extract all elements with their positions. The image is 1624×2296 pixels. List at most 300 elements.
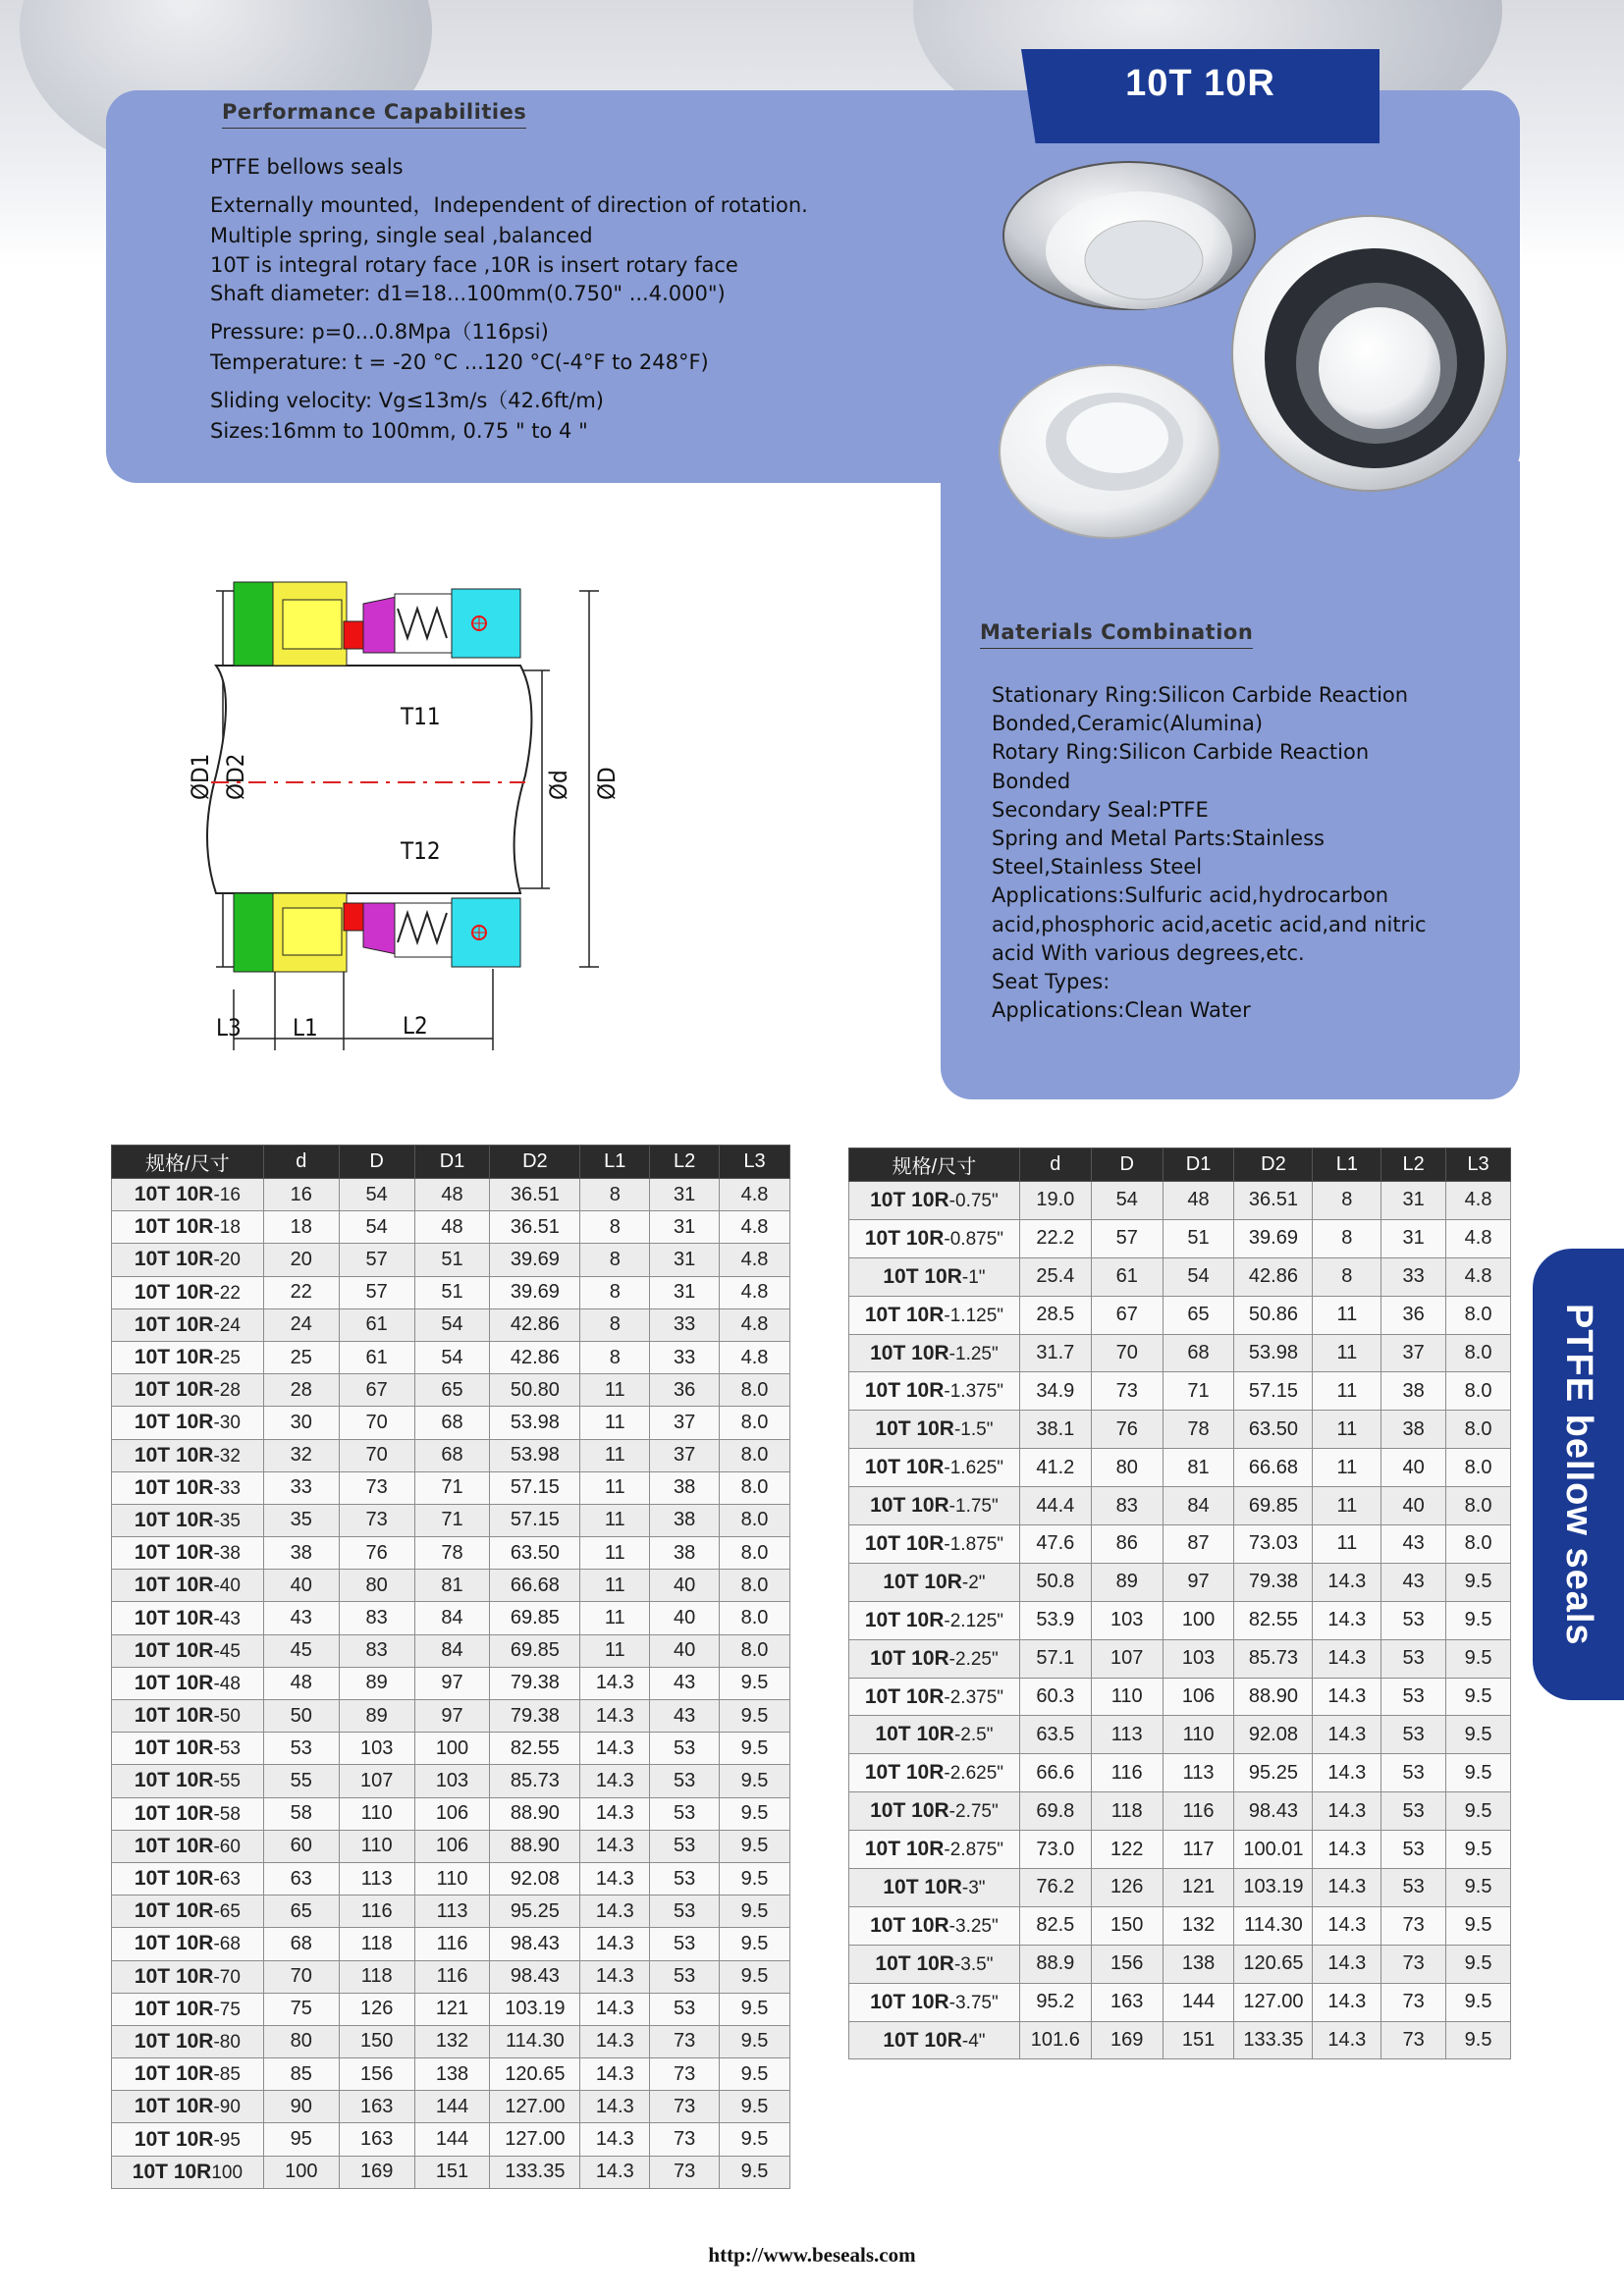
table-row <box>849 1869 1511 1907</box>
table-cell: 57 <box>339 1244 414 1276</box>
table-cell: 95.25 <box>1234 1754 1313 1792</box>
table-row <box>849 1792 1511 1831</box>
table-cell: 126 <box>339 1993 414 2025</box>
table-cell: 169 <box>1091 2021 1163 2059</box>
spec-cell <box>112 1211 264 1244</box>
table-cell: 73.0 <box>1019 1831 1091 1869</box>
table-cell: 8 <box>1313 1219 1381 1257</box>
table-row <box>112 1308 790 1341</box>
table-cell: 45 <box>263 1634 339 1667</box>
table-cell: 86 <box>1091 1525 1163 1564</box>
table-row <box>849 1334 1511 1372</box>
table-row <box>849 2021 1511 2059</box>
table-cell: 83 <box>1091 1487 1163 1525</box>
size-suffix: -60 <box>213 1836 241 1857</box>
table-cell: 113 <box>1163 1754 1234 1792</box>
table-cell: 9.5 <box>1446 1754 1511 1792</box>
table-cell: 14.3 <box>1313 1639 1381 1678</box>
materials-line: Secondary Seal:PTFE <box>992 797 1209 822</box>
table-cell: 82.5 <box>1019 1906 1091 1945</box>
performance-line: Externally mounted，Independent of direction of rotation. <box>210 193 808 217</box>
inch-size-table <box>848 1148 1511 2059</box>
spec-cell <box>112 1993 264 2025</box>
spec-cell <box>849 1219 1020 1257</box>
table-row <box>112 1407 790 1439</box>
spec-cell <box>112 1179 264 1211</box>
table-cell: 51 <box>1163 1219 1234 1257</box>
spec-cell <box>849 1411 1020 1449</box>
spec-cell <box>112 1896 264 1928</box>
table-cell: 63.50 <box>1234 1411 1313 1449</box>
table-cell: 14.3 <box>580 1700 650 1733</box>
table-cell: 61 <box>339 1341 414 1373</box>
table-cell: 88.90 <box>490 1830 580 1862</box>
spec-cell <box>849 1257 1020 1296</box>
table-cell: 50.80 <box>490 1374 580 1407</box>
model-name: 10T 10R <box>870 1799 949 1823</box>
table-cell: 132 <box>1163 1906 1234 1945</box>
table-cell: 98.43 <box>490 1928 580 1960</box>
table-cell: 95.25 <box>490 1896 580 1928</box>
spec-cell <box>849 1182 1020 1220</box>
table-cell: 11 <box>1313 1296 1381 1334</box>
table-cell: 31 <box>1381 1182 1446 1220</box>
table-row <box>849 1716 1511 1754</box>
spec-cell <box>112 1634 264 1667</box>
column-header: D <box>1091 1148 1163 1182</box>
model-name: 10T 10R <box>870 1341 949 1364</box>
table-cell: 8.0 <box>1446 1372 1511 1411</box>
model-name: 10T 10R <box>134 1508 214 1531</box>
table-cell: 118 <box>1091 1792 1163 1831</box>
table-cell: 30 <box>263 1407 339 1439</box>
table-cell: 169 <box>339 2156 414 2188</box>
table-row <box>849 1257 1511 1296</box>
table-cell: 39.69 <box>490 1244 580 1276</box>
table-cell: 63.50 <box>490 1537 580 1570</box>
table-cell: 120.65 <box>490 2058 580 2091</box>
table-cell: 71 <box>414 1471 490 1504</box>
table-cell: 14.3 <box>1313 1601 1381 1639</box>
model-name: 10T 10R <box>134 1704 214 1728</box>
size-suffix: -75 <box>213 1999 241 2020</box>
table-row <box>849 1296 1511 1334</box>
table-row <box>112 1179 790 1211</box>
table-cell: 63.5 <box>1019 1716 1091 1754</box>
table-cell: 39.69 <box>490 1276 580 1308</box>
table-row <box>112 2058 790 2091</box>
table-cell: 51 <box>414 1244 490 1276</box>
table-cell: 78 <box>1163 1411 1234 1449</box>
model-name: 10T 10R <box>134 1541 214 1565</box>
table-cell: 151 <box>414 2156 490 2188</box>
spec-cell <box>112 1244 264 1276</box>
size-suffix: -2.375" <box>944 1686 1004 1708</box>
model-name: 10T 10R <box>134 2127 214 2151</box>
table-row <box>112 1374 790 1407</box>
side-tab-label: PTFE bellow seals <box>1558 1303 1599 1646</box>
table-cell: 4.8 <box>720 1341 790 1373</box>
table-cell: 53 <box>650 1993 720 2025</box>
spec-cell <box>112 1570 264 1602</box>
table-cell: 31 <box>1381 1219 1446 1257</box>
column-header: L1 <box>1313 1148 1381 1182</box>
table-cell: 110 <box>1163 1716 1234 1754</box>
table-cell: 14.3 <box>580 2058 650 2091</box>
table-cell: 98.43 <box>490 1960 580 1993</box>
size-suffix: -70 <box>213 1966 241 1988</box>
size-suffix: -38 <box>213 1543 241 1565</box>
table-cell: 163 <box>339 2091 414 2123</box>
table-cell: 68 <box>263 1928 339 1960</box>
table-cell: 8.0 <box>720 1634 790 1667</box>
table-cell: 117 <box>1163 1831 1234 1869</box>
product-photo <box>992 147 1522 569</box>
table-cell: 84 <box>414 1602 490 1634</box>
table-cell: 92.08 <box>1234 1716 1313 1754</box>
table-cell: 88.9 <box>1019 1945 1091 1983</box>
table-cell: 113 <box>339 1862 414 1895</box>
model-name: 10T 10R <box>864 1379 945 1403</box>
materials-line: Spring and Metal Parts:Stainless <box>992 827 1325 851</box>
model-name: 10T 10R <box>134 1671 214 1694</box>
table-cell: 73 <box>650 2156 720 2188</box>
table-header-row <box>112 1146 790 1179</box>
size-suffix: -33 <box>213 1477 241 1499</box>
table-cell: 53 <box>1381 1831 1446 1869</box>
table-cell: 38 <box>650 1537 720 1570</box>
table-cell: 40 <box>1381 1487 1446 1525</box>
table-cell: 69.85 <box>490 1602 580 1634</box>
table-cell: 38 <box>1381 1372 1446 1411</box>
table-row <box>849 1372 1511 1411</box>
table-row <box>849 1945 1511 1983</box>
table-cell: 60.3 <box>1019 1678 1091 1716</box>
model-name: 10T 10R <box>134 2062 214 2086</box>
size-suffix: -4" <box>961 2030 986 2052</box>
spec-cell <box>849 2021 1020 2059</box>
size-suffix: -55 <box>213 1771 241 1792</box>
table-cell: 8.0 <box>720 1504 790 1536</box>
size-suffix: -0.75" <box>948 1190 999 1211</box>
column-header: L2 <box>650 1146 720 1179</box>
table-cell: 36 <box>1381 1296 1446 1334</box>
table-cell: 120.65 <box>1234 1945 1313 1983</box>
size-suffix: -68 <box>213 1934 241 1955</box>
table-cell: 8.0 <box>1446 1296 1511 1334</box>
materials-line: Stationary Ring:Silicon Carbide Reaction <box>992 683 1409 707</box>
table-cell: 114.30 <box>1234 1906 1313 1945</box>
model-name: 10T 10R <box>134 1248 214 1271</box>
table-cell: 37 <box>1381 1334 1446 1372</box>
spec-cell <box>849 1449 1020 1487</box>
table-cell: 151 <box>1163 2021 1234 2059</box>
table-cell: 54 <box>1163 1257 1234 1296</box>
table-cell: 53 <box>650 1830 720 1862</box>
size-suffix: -18 <box>213 1217 241 1239</box>
performance-line: Pressure: p=0...0.8Mpa（116psi) <box>210 320 549 344</box>
table-cell: 41.2 <box>1019 1449 1091 1487</box>
table-cell: 53 <box>650 1928 720 1960</box>
table-row <box>849 1678 1511 1716</box>
table-cell: 11 <box>580 1570 650 1602</box>
size-suffix: -2.5" <box>953 1725 994 1746</box>
table-cell: 31.7 <box>1019 1334 1091 1372</box>
table-cell: 14.3 <box>1313 1831 1381 1869</box>
model-name: 10T 10R <box>134 1183 214 1206</box>
model-name: 10T 10R <box>864 1761 945 1785</box>
table-row <box>112 1341 790 1373</box>
spec-cell <box>112 1439 264 1471</box>
table-row <box>112 1765 790 1797</box>
size-suffix: -30 <box>213 1413 241 1434</box>
model-name: 10T 10R <box>134 1834 214 1857</box>
table-cell: 40 <box>1381 1449 1446 1487</box>
model-name: 10T 10R <box>864 1684 945 1708</box>
table-cell: 53 <box>1381 1754 1446 1792</box>
table-cell: 83 <box>339 1602 414 1634</box>
table-cell: 9.5 <box>720 1830 790 1862</box>
model-name: 10T 10R <box>864 1531 945 1555</box>
table-cell: 54 <box>414 1308 490 1341</box>
table-cell: 18 <box>263 1211 339 1244</box>
column-header: L1 <box>580 1146 650 1179</box>
table-cell: 4.8 <box>720 1211 790 1244</box>
spec-cell <box>849 1639 1020 1678</box>
table-row <box>112 1471 790 1504</box>
column-header: d <box>263 1146 339 1179</box>
table-cell: 14.3 <box>580 1896 650 1928</box>
table-cell: 88.90 <box>490 1797 580 1830</box>
table-cell: 4.8 <box>720 1276 790 1308</box>
table-cell: 8.0 <box>1446 1487 1511 1525</box>
model-name: 10T 10R <box>875 1723 954 1746</box>
model-name: 10T 10R <box>883 1875 962 1898</box>
table-cell: 11 <box>1313 1334 1381 1372</box>
materials-line: Steel,Stainless Steel <box>992 855 1203 880</box>
table-cell: 53 <box>650 1797 720 1830</box>
table-cell: 71 <box>1163 1372 1234 1411</box>
table-cell: 43 <box>650 1700 720 1733</box>
table-cell: 9.5 <box>720 1700 790 1733</box>
spec-cell <box>849 1525 1020 1564</box>
size-suffix: -2" <box>961 1572 986 1593</box>
spec-cell <box>849 1716 1020 1754</box>
materials-line: Bonded,Ceramic(Alumina) <box>992 712 1264 736</box>
table-cell: 103 <box>414 1765 490 1797</box>
spec-cell <box>112 1504 264 1536</box>
spec-cell <box>112 2025 264 2057</box>
spec-cell <box>112 1537 264 1570</box>
size-suffix: -1.375" <box>944 1381 1004 1403</box>
table-cell: 9.5 <box>720 1733 790 1765</box>
size-suffix: -20 <box>213 1250 241 1271</box>
table-cell: 57 <box>1091 1219 1163 1257</box>
table-cell: 44.4 <box>1019 1487 1091 1525</box>
table-cell: 9.5 <box>720 1896 790 1928</box>
table-cell: 69.85 <box>490 1634 580 1667</box>
table-cell: 9.5 <box>1446 2021 1511 2059</box>
table-cell: 53 <box>650 1896 720 1928</box>
table-cell: 61 <box>1091 1257 1163 1296</box>
table-cell: 42.86 <box>490 1341 580 1373</box>
model-name: 10T 10R <box>134 1411 214 1434</box>
spec-cell <box>112 1733 264 1765</box>
table-cell: 73 <box>650 2025 720 2057</box>
spec-cell <box>849 1983 1020 2021</box>
spec-cell <box>112 1928 264 1960</box>
table-cell: 14.3 <box>580 1862 650 1895</box>
column-header: d <box>1019 1148 1091 1182</box>
table-cell: 35 <box>263 1504 339 1536</box>
table-cell: 70 <box>1091 1334 1163 1372</box>
table-cell: 4.8 <box>1446 1182 1511 1220</box>
label-d: Ød <box>545 770 572 800</box>
table-cell: 39.69 <box>1234 1219 1313 1257</box>
table-cell: 53 <box>1381 1639 1446 1678</box>
performance-line: PTFE bellows seals <box>210 155 404 179</box>
table-cell: 14.3 <box>580 1928 650 1960</box>
size-suffix: -85 <box>213 2064 241 2086</box>
table-row <box>112 1667 790 1699</box>
column-header: D1 <box>1163 1148 1234 1182</box>
spec-cell <box>112 1308 264 1341</box>
table-cell: 9.5 <box>720 2025 790 2057</box>
performance-heading: Performance Capabilities <box>222 100 526 129</box>
table-cell: 100 <box>1163 1601 1234 1639</box>
table-cell: 118 <box>339 1928 414 1960</box>
table-cell: 9.5 <box>1446 1983 1511 2021</box>
materials-line: acid,phosphoric acid,acetic acid,and nitric <box>992 912 1427 936</box>
table-cell: 55 <box>263 1765 339 1797</box>
model-name: 10T 10R <box>864 1838 945 1861</box>
table-row <box>849 1639 1511 1678</box>
table-cell: 103 <box>339 1733 414 1765</box>
size-suffix: -1.125" <box>944 1305 1004 1326</box>
table-cell: 110 <box>414 1862 490 1895</box>
table-cell: 37 <box>650 1407 720 1439</box>
table-cell: 66.68 <box>1234 1449 1313 1487</box>
table-cell: 106 <box>1163 1678 1234 1716</box>
spec-cell <box>849 1869 1020 1907</box>
table-row <box>112 1830 790 1862</box>
table-cell: 36.51 <box>1234 1182 1313 1220</box>
table-cell: 121 <box>414 1993 490 2025</box>
table-cell: 8 <box>580 1244 650 1276</box>
table-row <box>112 1570 790 1602</box>
table-cell: 38 <box>263 1537 339 1570</box>
table-cell: 73 <box>339 1504 414 1536</box>
table-cell: 73 <box>1381 1983 1446 2021</box>
table-cell: 38 <box>650 1471 720 1504</box>
page-title: 10T 10R <box>1125 63 1275 104</box>
table-cell: 80 <box>339 1570 414 1602</box>
materials-heading: Materials Combination <box>980 620 1253 649</box>
table-cell: 14.3 <box>1313 2021 1381 2059</box>
model-name: 10T 10R <box>870 1188 949 1211</box>
spec-cell <box>849 1906 1020 1945</box>
table-cell: 73.03 <box>1234 1525 1313 1564</box>
table-cell: 138 <box>414 2058 490 2091</box>
table-cell: 11 <box>1313 1411 1381 1449</box>
table-cell: 76.2 <box>1019 1869 1091 1907</box>
label-L1: L1 <box>293 1014 318 1041</box>
table-cell: 51 <box>414 1276 490 1308</box>
table-cell: 100.01 <box>1234 1831 1313 1869</box>
table-cell: 163 <box>1091 1983 1163 2021</box>
spec-cell <box>849 1831 1020 1869</box>
table-cell: 9.5 <box>1446 1639 1511 1678</box>
performance-line: Multiple spring, single seal ,balanced <box>210 224 593 247</box>
table-cell: 73 <box>1381 1906 1446 1945</box>
table-cell: 14.3 <box>580 1765 650 1797</box>
table-cell: 40 <box>263 1570 339 1602</box>
table-cell: 95.2 <box>1019 1983 1091 2021</box>
table-row <box>849 1754 1511 1792</box>
column-header: L3 <box>720 1146 790 1179</box>
table-row <box>849 1563 1511 1601</box>
spec-cell <box>112 1862 264 1895</box>
table-cell: 11 <box>1313 1449 1381 1487</box>
spec-cell <box>849 1296 1020 1334</box>
table-cell: 8 <box>580 1179 650 1211</box>
table-cell: 33 <box>1381 1257 1446 1296</box>
size-suffix: -63 <box>213 1869 241 1891</box>
table-cell: 85.73 <box>1234 1639 1313 1678</box>
size-suffix: -16 <box>213 1185 241 1206</box>
seal-cross-section-diagram <box>187 564 893 1055</box>
table-cell: 95 <box>263 2123 339 2156</box>
spec-cell <box>849 1601 1020 1639</box>
table-cell: 53.98 <box>490 1407 580 1439</box>
table-cell: 8.0 <box>1446 1449 1511 1487</box>
table-cell: 43 <box>263 1602 339 1634</box>
table-row <box>112 1439 790 1471</box>
table-cell: 54 <box>1091 1182 1163 1220</box>
table-row <box>849 1182 1511 1220</box>
spec-cell <box>112 2058 264 2091</box>
table-row <box>849 1983 1511 2021</box>
materials-line: Applications:Sulfuric acid,hydrocarbon <box>992 883 1389 908</box>
model-name: 10T 10R <box>134 1932 214 1955</box>
model-name: 10T 10R <box>134 1736 214 1760</box>
table-cell: 87 <box>1163 1525 1234 1564</box>
table-cell: 37 <box>650 1439 720 1471</box>
table-cell: 110 <box>1091 1678 1163 1716</box>
spec-cell <box>849 1754 1020 1792</box>
table-cell: 114.30 <box>490 2025 580 2057</box>
size-suffix: -3" <box>961 1877 986 1898</box>
table-row <box>112 1276 790 1308</box>
footer-url[interactable]: http://www.beseals.com <box>708 2243 916 2267</box>
size-suffix: -25 <box>213 1348 241 1369</box>
table-row <box>112 2091 790 2123</box>
table-cell: 43 <box>1381 1525 1446 1564</box>
performance-line: Sizes:16mm to 100mm, 0.75 " to 4 " <box>210 419 588 443</box>
table-cell: 11 <box>580 1374 650 1407</box>
table-cell: 54 <box>414 1341 490 1373</box>
table-cell: 61 <box>339 1308 414 1341</box>
table-cell: 9.5 <box>1446 1869 1511 1907</box>
table-cell: 11 <box>580 1504 650 1536</box>
table-cell: 78 <box>414 1537 490 1570</box>
table-cell: 163 <box>339 2123 414 2156</box>
table-cell: 118 <box>339 1960 414 1993</box>
table-cell: 9.5 <box>720 2058 790 2091</box>
size-suffix: -0.875" <box>944 1228 1004 1250</box>
model-name: 10T 10R <box>134 1312 214 1336</box>
spec-cell <box>112 2123 264 2156</box>
